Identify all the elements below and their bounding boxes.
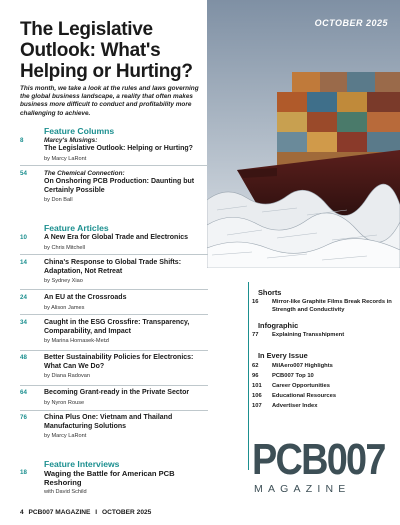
article-byline: by Marcy LaRont [44, 433, 87, 440]
article-headline: The Legislative Outlook: Helping or Hurting? [44, 145, 193, 152]
article-byline: by Diana Radovan [44, 373, 91, 380]
toc-entry[interactable] [20, 354, 208, 380]
page-number: 62 [252, 363, 259, 369]
article-headline: Educational Resources [272, 393, 337, 399]
divider [20, 289, 208, 290]
footer-page-number: 4 [20, 509, 24, 516]
page-number: 54 [20, 170, 27, 177]
section-heading-feature-interviews: Feature Interviews [44, 459, 120, 469]
toc-entry[interactable] [20, 170, 208, 204]
toc-entry[interactable] [20, 137, 208, 163]
page-number: 14 [20, 259, 27, 266]
article-byline: by Marina Hornasek-Metzl [44, 338, 110, 345]
magazine-logo [252, 435, 388, 496]
container-ship-illustration [207, 0, 400, 268]
toc-entry[interactable] [252, 403, 392, 411]
article-headline: Better Sustainability Policies for Electronics: What Can We Do? [44, 354, 194, 370]
page-number: 96 [252, 373, 259, 379]
section-heading-shorts: Shorts [258, 288, 282, 297]
article-headline: Explaining Transshipment [272, 332, 345, 338]
toc-entry[interactable] [20, 389, 208, 407]
article-headline: Caught in the ESG Crossfire: Transparency, Comparability, and Impact [44, 319, 190, 335]
article-headline: China's Response to Global Trade Shifts: Adaptation, Not Retreat [44, 259, 182, 275]
article-headline: On Onshoring PCB Production: Daunting but Certainly Possible [44, 178, 195, 194]
article-byline: by Don Ball [44, 197, 73, 204]
page-number: 8 [20, 137, 24, 144]
article-headline: MilAero007 Highlights [272, 363, 333, 369]
page-number: 16 [252, 299, 259, 305]
page-title: The Legislative Outlook: What's Helping or Hurting? [20, 19, 193, 82]
page-number: 48 [20, 354, 27, 361]
toc-entry[interactable] [20, 319, 208, 345]
logo-wordmark: PCB007 [252, 435, 385, 484]
article-byline: by Chris Mitchell [44, 244, 86, 251]
page-number: 107 [252, 403, 262, 409]
toc-entry[interactable] [252, 332, 392, 340]
section-heading-in-every-issue: In Every Issue [258, 351, 308, 360]
toc-entry[interactable] [20, 414, 208, 440]
article-headline: Waging the Battle for American PCB Reshoring [44, 469, 175, 488]
toc-entry[interactable] [252, 363, 392, 371]
divider [20, 385, 208, 386]
article-headline: PCB007 Top 10 [272, 373, 314, 379]
article-headline: Mirror-like Graphite Films Break Records in Strength and Conductivity [272, 299, 392, 313]
article-headline: An EU at the Crossroads [44, 294, 127, 301]
divider [20, 165, 208, 166]
article-byline: by Marcy LaRont [44, 155, 87, 162]
article-byline: by Sydney Xiao [44, 278, 83, 285]
article-byline: with David Schild [44, 489, 87, 496]
issue-date: OCTOBER 2025 [314, 18, 388, 28]
page-number: 34 [20, 319, 27, 326]
toc-entry[interactable] [20, 259, 208, 285]
divider [20, 350, 208, 351]
article-byline: by Alison James [44, 304, 85, 311]
intro-text: This month, we take a look at the rules and laws governing the global business landscape, a reality that often makes business more difficult to conduct and profitability more challenging to achieve. [20, 85, 199, 117]
page-number: 76 [20, 414, 27, 421]
toc-entry[interactable] [252, 383, 392, 391]
toc-entry[interactable] [252, 299, 392, 314]
toc-entry[interactable] [20, 234, 208, 252]
page-number: 64 [20, 389, 27, 396]
cover-photo-container-ship [207, 0, 400, 268]
page-number: 101 [252, 383, 262, 389]
article-headline: Advertiser Index [272, 403, 318, 409]
article-byline: by Nyron Rouse [44, 399, 85, 406]
footer-magazine-name: PCB007 MAGAZINE [28, 509, 91, 516]
page-number: 24 [20, 294, 27, 301]
page-number: 106 [252, 393, 262, 399]
article-headline: Becoming Grant-ready in the Private Sector [44, 389, 190, 396]
toc-entry[interactable] [252, 393, 392, 401]
logo-subtitle: MAGAZINE [254, 483, 351, 495]
page-number: 77 [252, 332, 259, 338]
page-number: 18 [20, 469, 27, 476]
column-kicker: The Chemical Connection: [44, 170, 125, 177]
toc-entry[interactable] [20, 294, 208, 312]
toc-entry[interactable] [20, 469, 208, 496]
page-footer [20, 509, 154, 516]
section-heading-infographic: Infographic [258, 321, 299, 330]
divider [20, 314, 208, 315]
footer-separator: I [95, 509, 98, 516]
section-heading-feature-columns: Feature Columns [44, 126, 115, 136]
accent-rule [248, 282, 249, 470]
article-headline: China Plus One: Vietnam and Thailand Manufacturing Solutions [44, 414, 173, 430]
divider [20, 410, 208, 411]
article-headline: Career Opportunities [272, 383, 330, 389]
section-heading-feature-articles: Feature Articles [44, 223, 109, 233]
page-number: 10 [20, 234, 27, 241]
footer-date: OCTOBER 2025 [101, 509, 152, 516]
divider [20, 254, 208, 255]
column-kicker: Marcy's Musings: [44, 137, 98, 144]
article-headline: A New Era for Global Trade and Electronics [44, 234, 189, 241]
toc-entry[interactable] [252, 373, 392, 381]
